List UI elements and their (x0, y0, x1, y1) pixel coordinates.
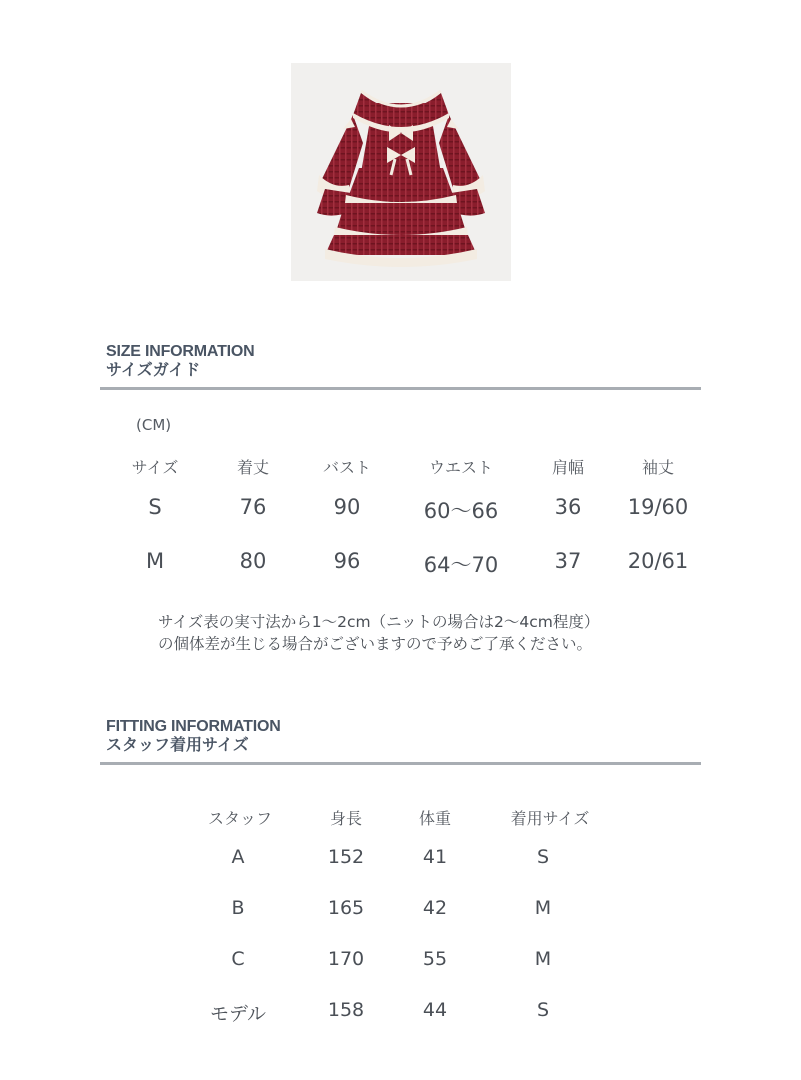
fitting-cell: A (231, 846, 245, 868)
fitting-title-ja: スタッフ着用サイズ (106, 737, 249, 754)
unit-label: (CM) (136, 416, 172, 434)
dress-illustration (291, 63, 511, 281)
size-title-en: SIZE INFORMATION (106, 343, 255, 360)
fitting-section-divider (100, 762, 701, 765)
size-cell: 37 (554, 549, 582, 573)
size-header: ウエスト (428, 458, 494, 477)
size-cell: 90 (333, 495, 361, 519)
size-note-line: の個体差が生じる場合がございますので予めご了承ください。 (158, 635, 593, 653)
size-cell: 64〜70 (423, 553, 499, 577)
size-cell: 19/60 (627, 495, 689, 519)
size-cell: S (148, 495, 162, 519)
size-header: バスト (322, 458, 372, 477)
size-title-ja: サイズガイド (106, 362, 201, 379)
size-header: サイズ (131, 458, 179, 477)
fitting-cell: 42 (422, 897, 448, 919)
fitting-cell: 41 (422, 846, 448, 868)
size-cell: 76 (239, 495, 267, 519)
fitting-cell: モデル (209, 1003, 267, 1025)
size-header: 袖丈 (641, 458, 675, 477)
fitting-cell: 152 (327, 846, 365, 868)
fitting-header: 着用サイズ (510, 809, 590, 828)
fitting-header: 身長 (329, 809, 363, 828)
fitting-title-en: FITTING INFORMATION (106, 718, 281, 735)
size-cell: 96 (333, 549, 361, 573)
size-cell: 80 (239, 549, 267, 573)
size-header: 着丈 (236, 458, 270, 477)
size-section-divider (100, 387, 701, 390)
size-cell: 60〜66 (423, 499, 499, 523)
fitting-cell: 158 (327, 999, 365, 1021)
fitting-cell: 165 (327, 897, 365, 919)
size-note (158, 611, 599, 655)
size-note-line: サイズ表の実寸法から1〜2cm（ニットの場合は2〜4cm程度） (158, 613, 600, 631)
fitting-cell: B (231, 897, 245, 919)
fitting-header: スタッフ (207, 809, 273, 828)
fitting-cell: 44 (422, 999, 448, 1021)
fitting-cell: 170 (327, 948, 365, 970)
product-photo (291, 63, 511, 281)
fitting-cell: C (231, 948, 245, 970)
fitting-header: 体重 (418, 809, 452, 828)
size-cell: 20/61 (627, 549, 689, 573)
fitting-cell: M (534, 948, 552, 970)
size-cell: M (145, 549, 165, 573)
fitting-cell: S (536, 846, 550, 868)
fitting-cell: 55 (422, 948, 448, 970)
fitting-information-heading (106, 717, 281, 755)
fitting-cell: S (536, 999, 550, 1021)
fitting-cell: M (534, 897, 552, 919)
size-information-heading (106, 342, 255, 380)
size-cell: 36 (554, 495, 582, 519)
size-header: 肩幅 (551, 458, 585, 477)
